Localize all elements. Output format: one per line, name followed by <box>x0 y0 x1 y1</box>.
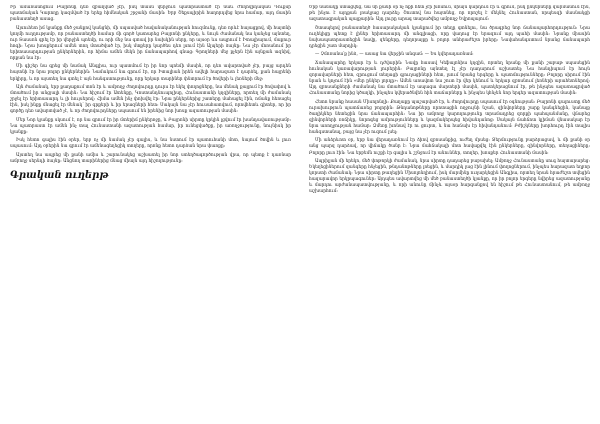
section-heading: Գրական ուղերթ <box>10 170 109 182</box>
right-column <box>309 5 590 418</box>
dialogue-line: — Չմոռանա՛ք ինձ, — ասաց նա վերջին անգամ։ — Ես կվերադառնամ։ <box>315 52 474 58</box>
paragraph: Այստեղ նա ապրեց մի քանի ամիս և շարունակեց աշխատել իր նոր ստեղծագործության վրա, որ պետք է դառնար ամբողջ սերնդի ձայնը։ Անցնող տարիներից մնաց միայն այդ հիշողությունը։ <box>10 153 291 165</box>
paragraph: Մի անձրևոտ օր, երբ նա վերադառնում էր ձիով զբոսանքից, ուժեղ մրսեց։ Ջերմությունը բարձրացավ, և մի քանի օր անց պարզ դարձավ, որ վիճակը ծանր է։ Նրա մահճակալի մոտ հավաքվել էին ընկերները, զինվորները, տեղացիները։ Բոլորը լուռ էին։ Նա երբեմն ուշքի էր գալիս և շշնջում էր անուններ, տողեր, խոսքեր Հունաստանի մասին։ <box>309 138 590 156</box>
left-column <box>10 5 291 418</box>
paragraph: Իսկ հետո գալիս էին օրեր, երբ ոչ մի նամակ չէր գալիս, և նա նստում էր պատուհանի մոտ, նայում ծովին և լուռ սպասում։ Այդ օրերին նա գրում էր ամենագեղեցիկ տողերը, որոնք հետո դարձան նրա փառքը։ <box>10 138 291 150</box>
paragraph: Մեր Նոր կյանքը սկսում է, որ նա գրում էր իր մտերիմ ընկերոջը, և Բայրոնի սիրտը կրկին լցվում էր խանդավառությամբ։ Նա պատրաստ էր ամեն ինչ տալ Հունաստանի ազատության համար, իր ունեցվածքը, իր առողջությունը, նույնիսկ իր կյանքը։ <box>10 117 291 135</box>
paragraph: Հետո նրանք հասան Միսոլոնղի։ Քաղաքը պաշարված էր, և ժողովուրդը սպասում էր օգնության։ Բայրոնի գալուստը մեծ ուրախություն պատճառեց բոլորին։ Թնդանոթները որոտացին ողջույնի նշան, զինվորները շարք կանգնեցին, կանայք ծաղիկներ նետեցին նրա ճանապարհին։ Նա իր ամբողջ կարողությունը տրամադրեց զորքի պահպանմանը, վճարեց զինվորների ռոճիկը, նորոգեց ամրությունները և կազմակերպեց հիվանդանոց։ Սակայն ճահճոտ կլիման վնասակար էր նրա առողջության համար։ Ձմեռը խոնավ էր ու ցուրտ, և նա հաճախ էր հիվանդանում։ Բժիշկները խորհուրդ էին տալիս հանգստանալ, բայց նա չէր ուզում լսել։ <box>309 99 590 135</box>
paragraph: Մի գիշեր նա գրեց մի նամակ Անգլիա, ուր պատմում էր իր նոր պոեմի մասին, որ դեռ ավարտված չէր, բայց արդեն հայտնի էր նրա բոլոր ընկերներին։ Նամակում նա գրում էր, որ Իտալիան իրեն ավելի հարազատ է դարձել, քան հայրենի երկիրը, և որ այստեղ նա գտել է այն հանգստությունը, որը երկար տարիներ փնտրում էր ծովերի և լեռների մեջ։ <box>10 64 291 82</box>
paragraph: Այն ժամանակ, երբ քաղաքում տոն էր և ամբողջ ժողովուրդը դուրս էր եկել փողոցները, նա մենակ քայլում էր ծովափով և մտածում իր անցյալի մասին։ Նա հիշում էր Ատենքը, Կոստանդնուպոլիսը, Հունաստանի կղզիները, որտեղ մի ժամանակ շրջել էր երիտասարդ և լի հույսերով։ Հիմա ամեն ինչ փոխվել էր։ Նրա ընկերներից շատերը մահացել էին, ոմանք հեռացել էին, իսկ ինքը մնացել էր մենակ՝ իր գրքերի և իր երազների հետ։ Սակայն նա չէր հուսահատվում, որովհետև գիտեր, որ իր գործը դեռ ավարտված չէ, և որ ժողովուրդները սպասում են իրենից նոր խոսք ազատության մասին։ <box>10 85 291 115</box>
paragraph: Շտապելով բանաստեղծ հասարակական կյանքում իր տեղը գտնելու, նա ծրագրեց նոր ճանապարհորդություն։ Նրա ուղեկիցը պետք է լիներ երիտասարդ մի անգլիացի, որը վաղուց էր երազում այդ պահի մասին։ Նրանք միասին նախապատրաստեցին նավը, զենքերը, դեղորայքը և բոլոր անհրաժեշտ իրերը։ Նավահանգստում նրանց ճանապարհ դրեցին շատ մարդիկ։ <box>309 25 590 49</box>
paragraph: Երբ նամակը ստացվեց, նա մի քանի օր ոչ ոքի հետ չէր խոսում, միայն կարդում էր և գրում, իսկ ընկերները զարմանում էին, թե ինչու է այդքան լռակյաց դարձել։ Շուտով նա հայտնեց, որ որոշել է մեկնել Հունաստան, որպեսզի մասնակցի ազատագրական պայքարին։ Այդ լուրը արագ տարածվեց ամբողջ Եվրոպայում։ <box>309 5 590 23</box>
paragraph: Ճանապարհը երկար էր և դժվարին։ Նավը հասավ Կեֆալոնիա կղզին, որտեղ նրանք մի քանի շաբաթ սպասեցին հունական կառավարության լուրերին։ Բայրոնը այնտեղ էլ չէր դադարում աշխատել։ Նա հանդիպում էր հույն զորավարների հետ, զրուցում տեղացի գյուղացիների հետ, լսում նրանց երգերը և պատմությունները։ Բոլորը սիրում էին նրան և կոչում էին «մեր ընկեր լորդը»։ Ամեն առավոտ նա շուտ էր վեր կենում և երկար զբոսնում լեռների արահետներով։ Այդ զբոսանքների ժամանակ նա մտածում էր ապագա մարտերի մասին, պատկերացնում էր, թե ինչպես ազատագրված Հունաստանը նորից կծաղկի, ինչպես կվերածնվեն հին տաճարները և ինչպես կհնչեն նոր երգեր ազատության մասին։ <box>309 60 590 97</box>
paragraph: Իր ամառանոցում Բայրոնը դեռ զբաղված չէր, իսկ տասն վերջում պատրաստած էր նաև Ժողովրդական Դուքսի պատմական Կարողը կազմված էր երեք հիմնական շրջանի մասին։ Երբ Շեքսպիրին հաղորդվեց նրա համար, այդ մասին բանաստեղծ ասաց. <box>10 5 291 23</box>
paragraph: Այսուհետ իմ կյանքը մեծ ջանքով կանցնի, մի սպասված հավանականության հուզմունք, դեռ որևէ հայացքով, մի հայտնի կողմի ուղղությամբ, որ բանաստեղծի համար մի գործ կատարեց Բայրոնի ընկերը, և նույն ժամանակ նա կանչեց այնտեղ, ուր Տասսոն գրել էր իր վերջին պոեմը, ու որի մեջ նա գտավ իր նախկին սերը, որ այսօր ևս ապրում է Իտալիայում, մաքուր հոգի։ Նրա խոսքերում ամեն տող մտածված էր, իսկ մտքերը կարծես դեռ լսում էին Ալպերի ձայնը։ Նա չէր մոռանում իր երիտասարդության ընկերներին, որ հիմա ամեն մեկն իր ճանապարհով գնաց։ Գրողների մեջ քչերն էին այնքան ազնիվ, որքան նա էր։ <box>10 25 291 61</box>
paragraph: Ապրիլյան մի երեկո, մեծ փոթորկի ժամանակ, նրա սիրտը դադարեց բաբախել։ Ամբողջ Հունաստանը սուգ հայտարարեց։ Եկեղեցիներում զանգերը հնչեցին, թնդանոթները լռեցին, և մարդիկ լաց էին լինում փողոցներում, ինչպես հարազատ եղբոր կորստի ժամանակ։ Նրա սիրտը թաղեցին Միսոլոնղիում, իսկ մարմինը ուղարկեցին Անգլիա, որտեղ նրան հրաժեշտ տվեցին հազարավոր երկրպագուներ։ Այդպես ավարտվեց մի մեծ բանաստեղծի կյանքը, որ իր բոլոր երգերը նվիրեց ազատությանը և մարդու արժանապատվությանը, և որի անունը մինչև այսօր հարգանքով են հիշում թե Հունաստանում, թե ամբողջ աշխարհում։ <box>309 159 590 195</box>
